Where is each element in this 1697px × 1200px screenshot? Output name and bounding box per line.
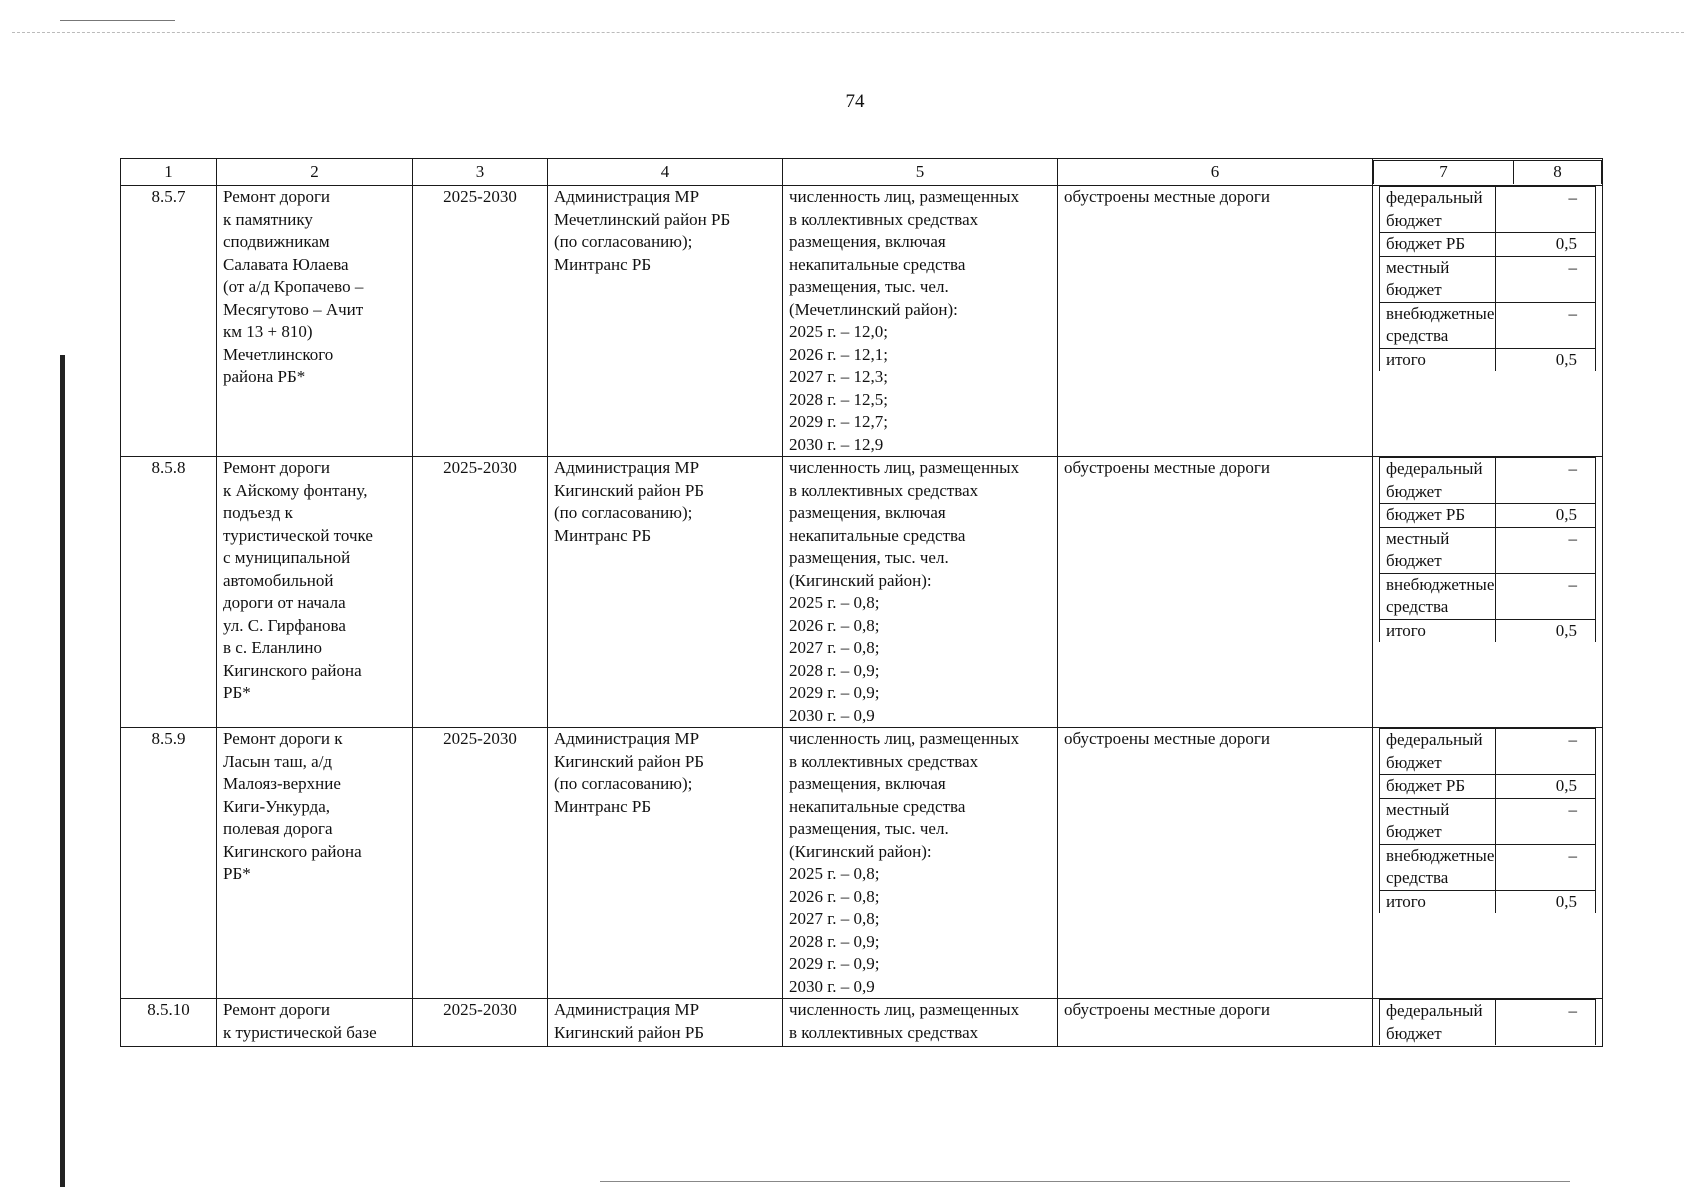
name-line: Ремонт дороги к	[223, 729, 343, 748]
funding-label-line: местный	[1386, 528, 1450, 548]
funding-sources	[1373, 186, 1603, 457]
name-line: Ремонт дороги	[223, 458, 331, 477]
name-line: Кигинского района	[223, 841, 362, 861]
period-text: 2025-2030	[443, 1000, 517, 1019]
indicator	[783, 457, 1058, 728]
indicator-line: 2025 г. – 0,8;	[789, 593, 880, 612]
funding-amount: 0,5	[1496, 348, 1596, 371]
col-header-2: 2	[217, 159, 413, 186]
measure-name	[217, 186, 413, 457]
indicator-line: (Кигинский район):	[789, 570, 932, 590]
funding-row	[1380, 619, 1596, 642]
funding-label-line: бюджет	[1386, 481, 1442, 501]
funding-label-line: итого	[1386, 891, 1426, 911]
scan-artifact-dashes	[12, 32, 1684, 33]
name-line: Мечетлинского	[223, 344, 334, 364]
funding-source-label	[1380, 573, 1496, 619]
funding-source-label	[1380, 619, 1496, 642]
funding-label-line: итого	[1386, 349, 1426, 369]
funding-sources	[1373, 728, 1603, 999]
name-line: Ремонт дороги	[223, 1000, 331, 1019]
name-line: в с. Еланлино	[223, 638, 323, 657]
name-line: с муниципальной	[223, 548, 351, 567]
item-number	[121, 457, 217, 728]
executor-line: (по согласованию);	[554, 232, 693, 251]
indicator-line: 2029 г. – 0,9;	[789, 954, 880, 973]
executor	[548, 457, 783, 728]
executor-line: Администрация МР	[554, 187, 700, 206]
indicator	[783, 186, 1058, 457]
table-row	[121, 186, 1603, 457]
funding-label-line: местный	[1386, 799, 1450, 819]
name-line: Малояз-верхние	[223, 774, 341, 793]
indicator-line: численность лиц, размещенных	[789, 729, 1020, 748]
col-header-4: 4	[548, 159, 783, 186]
name-line: Киги-Ункурда,	[223, 796, 331, 816]
indicator-line: размещения, включая	[789, 232, 946, 251]
indicator-line: 2030 г. – 12,9	[789, 434, 884, 454]
funding-sources	[1373, 999, 1603, 1047]
period-text: 2025-2030	[443, 729, 517, 748]
table-row	[121, 999, 1603, 1047]
funding-table	[1379, 457, 1596, 642]
funding-source-label	[1380, 775, 1496, 799]
table-row	[121, 728, 1603, 999]
funding-source-label	[1380, 527, 1496, 573]
indicator-line: в коллективных средствах	[789, 1022, 979, 1042]
funding-label-line: бюджет	[1386, 822, 1442, 841]
funding-source-label	[1380, 798, 1496, 844]
funding-label-line: средства	[1386, 326, 1449, 345]
col-header-7: 7	[1374, 161, 1514, 184]
executor-line: Минтранс РБ	[554, 525, 652, 545]
name-line: Месягутово – Ачит	[223, 299, 364, 319]
funding-row	[1380, 348, 1596, 371]
indicator-line: размещения, включая	[789, 774, 946, 793]
name-line: Салавата Юлаева	[223, 254, 349, 274]
scan-artifact-bar	[60, 355, 65, 1187]
indicator-line: 2028 г. – 0,9;	[789, 660, 880, 680]
scan-artifact-line	[60, 20, 175, 21]
col-header-3: 3	[413, 159, 548, 186]
item-number-text: 8.5.10	[147, 1000, 190, 1019]
funding-label-line: бюджет РБ	[1386, 776, 1466, 795]
funding-label-line: бюджет РБ	[1386, 505, 1466, 524]
name-line: автомобильной	[223, 570, 334, 590]
name-line: РБ*	[223, 864, 251, 883]
executor-line: Администрация МР	[554, 729, 700, 748]
executor-line: (по согласованию);	[554, 503, 693, 522]
funding-source-label	[1380, 348, 1496, 371]
indicator-line: 2027 г. – 12,3;	[789, 367, 889, 386]
result	[1058, 457, 1373, 728]
indicator-line: численность лиц, размещенных	[789, 458, 1020, 477]
funding-label-line: бюджет	[1386, 1023, 1442, 1043]
executor	[548, 999, 783, 1047]
executor	[548, 728, 783, 999]
executor-line: Минтранс РБ	[554, 796, 652, 816]
period	[413, 186, 548, 457]
name-line: Ремонт дороги	[223, 187, 331, 206]
funding-label-line: федеральный	[1386, 1001, 1483, 1020]
funding-table	[1379, 186, 1596, 371]
funding-source-label	[1380, 302, 1496, 348]
program-table	[120, 158, 1603, 1047]
result	[1058, 999, 1373, 1047]
funding-label-line: бюджет РБ	[1386, 234, 1466, 253]
page-number: 74	[845, 91, 865, 112]
result-text: обустроены местные дороги	[1064, 187, 1270, 206]
funding-source-label	[1380, 187, 1496, 233]
funding-source-label	[1380, 1000, 1496, 1046]
indicator-line: размещения, включая	[789, 503, 946, 522]
item-number-text: 8.5.8	[151, 458, 186, 477]
funding-label-line: средства	[1386, 597, 1449, 616]
indicator-line: 2027 г. – 0,8;	[789, 638, 880, 657]
funding-row	[1380, 573, 1596, 619]
funding-table	[1379, 999, 1596, 1045]
funding-amount: 0,5	[1496, 890, 1596, 913]
indicator-line: 2026 г. – 0,8;	[789, 886, 880, 906]
executor-line: Мечетлинский район РБ	[554, 209, 731, 229]
item-number-text: 8.5.7	[151, 187, 186, 206]
result-text: обустроены местные дороги	[1064, 1000, 1270, 1019]
measure-name	[217, 728, 413, 999]
funding-amount: –	[1496, 302, 1596, 348]
indicator-line: 2028 г. – 0,9;	[789, 931, 880, 951]
funding-amount: 0,5	[1496, 233, 1596, 257]
indicator	[783, 728, 1058, 999]
executor-line: Минтранс РБ	[554, 254, 652, 274]
name-line: сподвижникам	[223, 232, 330, 251]
period	[413, 999, 548, 1047]
funding-label-line: местный	[1386, 257, 1450, 277]
funding-amount: –	[1496, 1000, 1596, 1046]
funding-source-label	[1380, 233, 1496, 257]
item-number	[121, 728, 217, 999]
funding-amount: –	[1496, 527, 1596, 573]
column-number-row	[121, 159, 1603, 186]
name-line: района РБ*	[223, 367, 306, 386]
name-line: к памятнику	[223, 209, 313, 229]
measure-name	[217, 999, 413, 1047]
indicator-line: (Мечетлинский район):	[789, 299, 958, 319]
item-number-text: 8.5.9	[151, 729, 186, 748]
funding-label-line: бюджет	[1386, 210, 1442, 230]
indicator	[783, 999, 1058, 1047]
funding-amount: –	[1496, 187, 1596, 233]
funding-row	[1380, 187, 1596, 233]
name-line: подъезд к	[223, 503, 293, 522]
funding-source-label	[1380, 504, 1496, 528]
funding-row	[1380, 458, 1596, 504]
indicator-line: в коллективных средствах	[789, 751, 979, 771]
executor-line: Кигинский район РБ	[554, 480, 705, 500]
item-number	[121, 999, 217, 1047]
indicator-line: 2027 г. – 0,8;	[789, 909, 880, 928]
indicator-line: (Кигинский район):	[789, 841, 932, 861]
funding-source-label	[1380, 256, 1496, 302]
col-header-5: 5	[783, 159, 1058, 186]
indicator-line: 2025 г. – 12,0;	[789, 322, 889, 341]
executor-line: Администрация МР	[554, 458, 700, 477]
funding-amount: –	[1496, 798, 1596, 844]
indicator-line: 2029 г. – 0,9;	[789, 683, 880, 702]
funding-amount: 0,5	[1496, 504, 1596, 528]
funding-amount: 0,5	[1496, 775, 1596, 799]
funding-row	[1380, 775, 1596, 799]
result	[1058, 728, 1373, 999]
funding-source-label	[1380, 890, 1496, 913]
indicator-line: размещения, тыс. чел.	[789, 548, 949, 567]
indicator-line: 2028 г. – 12,5;	[789, 389, 889, 409]
funding-amount: –	[1496, 256, 1596, 302]
name-line: к Айскому фонтану,	[223, 480, 368, 500]
funding-amount: –	[1496, 729, 1596, 775]
executor-line: (по согласованию);	[554, 774, 693, 793]
funding-label-line: итого	[1386, 620, 1426, 640]
name-line: полевая дорога	[223, 819, 333, 838]
name-line: Ласын таш, а/д	[223, 751, 333, 771]
funding-label-line: бюджет	[1386, 551, 1442, 570]
name-line: туристической точке	[223, 525, 373, 545]
funding-source-label	[1380, 458, 1496, 504]
name-line: дороги от начала	[223, 593, 346, 612]
indicator-line: 2026 г. – 12,1;	[789, 344, 889, 364]
name-line: км 13 + 810)	[223, 322, 313, 341]
indicator-line: 2029 г. – 12,7;	[789, 412, 889, 431]
funding-row	[1380, 1000, 1596, 1046]
funding-source-label	[1380, 729, 1496, 775]
result-text: обустроены местные дороги	[1064, 458, 1270, 477]
result-text: обустроены местные дороги	[1064, 729, 1270, 748]
funding-label-line: средства	[1386, 868, 1449, 887]
indicator-line: некапитальные средства	[789, 796, 966, 816]
funding-row	[1380, 798, 1596, 844]
period-text: 2025-2030	[443, 187, 517, 206]
funding-row	[1380, 504, 1596, 528]
funding-row	[1380, 890, 1596, 913]
table-row	[121, 457, 1603, 728]
measure-name	[217, 457, 413, 728]
executor	[548, 186, 783, 457]
funding-label-line: федеральный	[1386, 188, 1483, 207]
period-text: 2025-2030	[443, 458, 517, 477]
funding-label-line: федеральный	[1386, 730, 1483, 749]
scan-artifact-bottom-line	[600, 1181, 1570, 1182]
result	[1058, 186, 1373, 457]
funding-row	[1380, 527, 1596, 573]
funding-amount: 0,5	[1496, 619, 1596, 642]
executor-line: Администрация МР	[554, 1000, 700, 1019]
indicator-line: 2030 г. – 0,9	[789, 976, 875, 996]
indicator-line: в коллективных средствах	[789, 480, 979, 500]
indicator-line: 2030 г. – 0,9	[789, 705, 875, 725]
funding-amount: –	[1496, 458, 1596, 504]
indicator-line: в коллективных средствах	[789, 209, 979, 229]
funding-label-line: внебюджетные	[1386, 574, 1495, 594]
name-line: (от а/д Кропачево –	[223, 277, 364, 296]
funding-row	[1380, 233, 1596, 257]
funding-row	[1380, 844, 1596, 890]
funding-table	[1379, 728, 1596, 913]
funding-label-line: бюджет	[1386, 280, 1442, 299]
funding-amount: –	[1496, 573, 1596, 619]
indicator-line: численность лиц, размещенных	[789, 187, 1020, 206]
funding-row	[1380, 729, 1596, 775]
col-header-1: 1	[121, 159, 217, 186]
name-line: к туристической базе	[223, 1022, 377, 1042]
funding-row	[1380, 256, 1596, 302]
period	[413, 457, 548, 728]
indicator-line: некапитальные средства	[789, 254, 966, 274]
col-header-6: 6	[1058, 159, 1373, 186]
executor-line: Кигинский район РБ	[554, 751, 705, 771]
funding-amount: –	[1496, 844, 1596, 890]
name-line: Кигинского района	[223, 660, 362, 680]
funding-row	[1380, 302, 1596, 348]
col-header-7-8	[1373, 159, 1603, 186]
indicator-line: численность лиц, размещенных	[789, 1000, 1020, 1019]
funding-label-line: бюджет	[1386, 752, 1442, 772]
col-header-8: 8	[1514, 161, 1602, 184]
indicator-line: 2025 г. – 0,8;	[789, 864, 880, 883]
executor-line: Кигинский район РБ	[554, 1022, 705, 1042]
indicator-line: размещения, тыс. чел.	[789, 819, 949, 838]
funding-sources	[1373, 457, 1603, 728]
indicator-line: 2026 г. – 0,8;	[789, 615, 880, 635]
indicator-line: некапитальные средства	[789, 525, 966, 545]
funding-label-line: внебюджетные	[1386, 303, 1495, 323]
item-number	[121, 186, 217, 457]
funding-label-line: внебюджетные	[1386, 845, 1495, 865]
name-line: РБ*	[223, 683, 251, 702]
funding-source-label	[1380, 844, 1496, 890]
table-body	[121, 186, 1603, 1047]
indicator-line: размещения, тыс. чел.	[789, 277, 949, 296]
name-line: ул. С. Гирфанова	[223, 615, 346, 635]
period	[413, 728, 548, 999]
funding-label-line: федеральный	[1386, 459, 1483, 478]
